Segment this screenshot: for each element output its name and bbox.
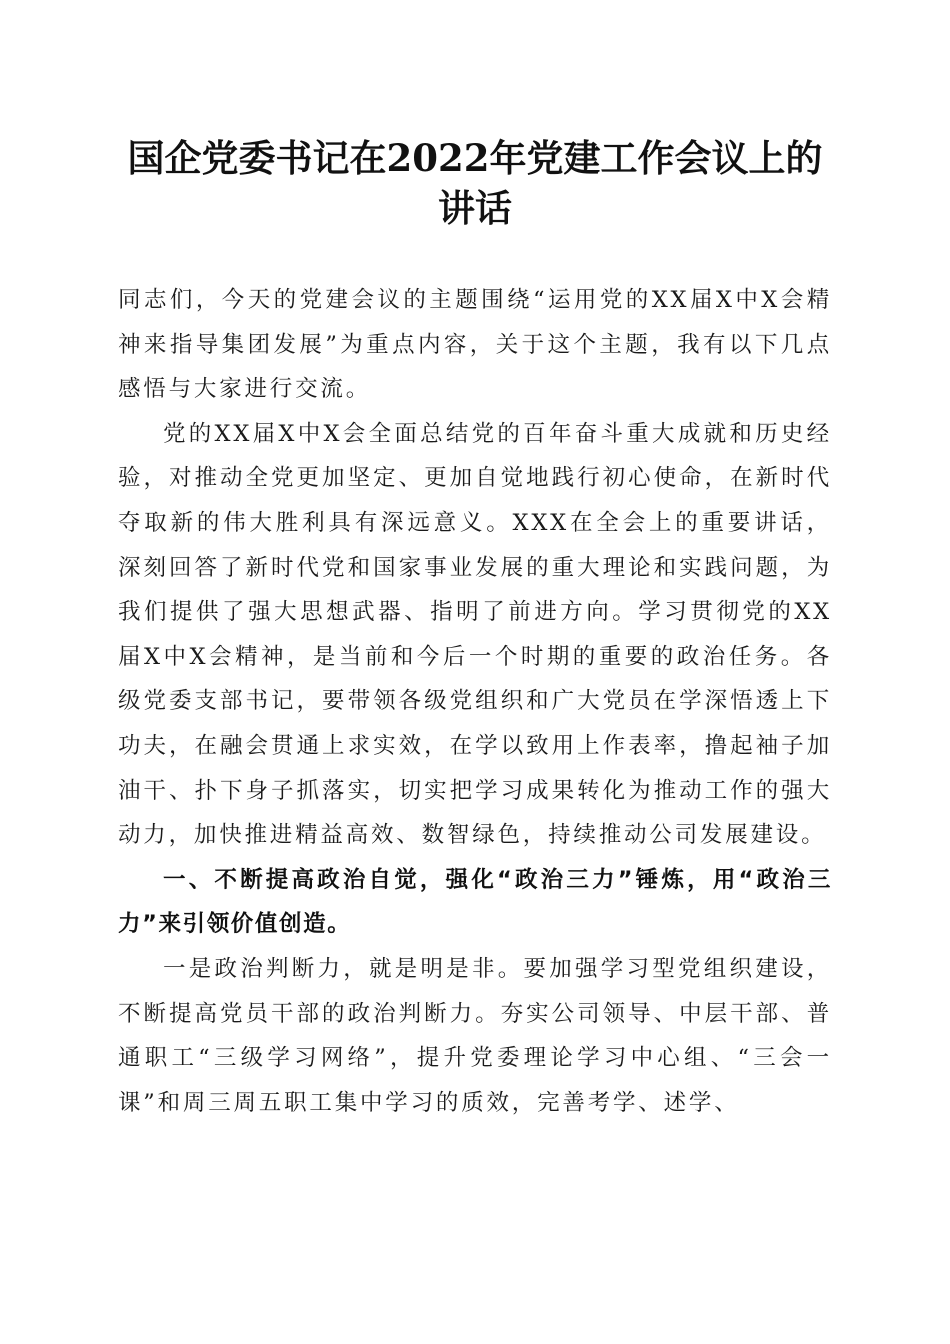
document-body xyxy=(118,278,832,1125)
section-heading-1: 一、不断提高政治自觉，强化“政治三力”锤炼，用“政治三力”来引领价值创造。 xyxy=(118,866,832,938)
paragraph-opening: 同志们，今天的党建会议的主题围绕“运用党的XX届X中X会精神来指导集团发展”为重点内容，关于这个主题，我有以下几点感悟与大家进行交流。 xyxy=(118,287,832,403)
paragraph-political-judgment: 一是政治判断力，就是明是非。要加强学习型党组织建设，不断提高党员干部的政治判断力。夯实公司领导、中层干部、普通职工“三级学习网络”，提升党委理论学习中心组、“三会一课”和周三周五职工集中学习的质效，完善考学、述学、 xyxy=(118,955,832,1116)
document-title: 国企党委书记在2022年党建工作会议上的讲话 xyxy=(127,136,823,230)
paragraph-plenary-significance: 党的XX届X中X会全面总结党的百年奋斗重大成就和历史经验，对推动全党更加坚定、更加自觉地践行初心使命，在新时代夺取新的伟大胜利具有深远意义。XXX在全会上的重要讲话，深刻回答了新时代党和国家事业发展的重大理论和实践问题，为我们提供了强大思想武器、指明了前进方向。学习贯彻党的XX届X中X会精神，是当前和今后一个时期的重要的政治任务。各级党委支部书记，要带领各级党组织和广大党员在学深悟透上下功夫，在融会贯通上求实效，在学以致用上作表率，撸起袖子加油干、扑下身子抓落实，切实把学习成果转化为推动工作的强大动力，加快推进精益高效、数智绿色，持续推动公司发展建设。 xyxy=(118,420,832,849)
